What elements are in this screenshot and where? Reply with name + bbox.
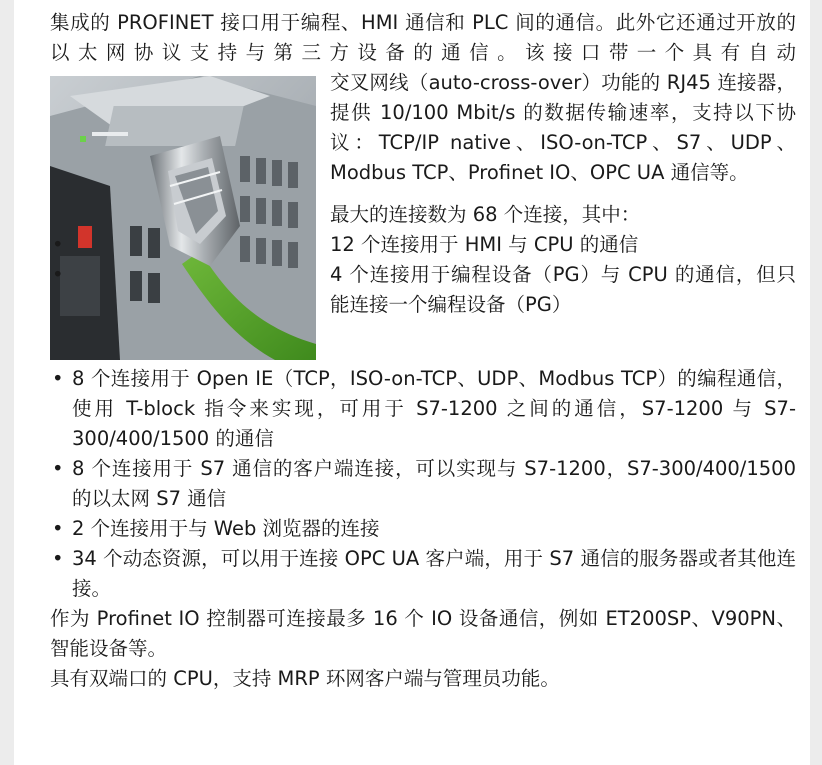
- list-item-pg: • 4 个连接用于编程设备（PG）与 CPU 的通信，但只能连接一个编程设备（PG）: [50, 260, 796, 320]
- list-item-web-browser: • 2 个连接用于与 Web 浏览器的连接: [50, 514, 796, 544]
- text-column: [14, 0, 810, 765]
- bullet-icon: •: [52, 457, 64, 480]
- intro-paragraph: 集成的 PROFINET 接口用于编程、HMI 通信和 PLC 间的通信。此外它还通过开放的以太网协议支持与第三方设备的通信。该接口带一个具有自动: [50, 11, 796, 64]
- list-item-s7-client: • 8 个连接用于 S7 通信的客户端连接，可以实现与 S7-1200，S7-300/400/1500 的以太网 S7 通信: [50, 454, 796, 514]
- bullet-icon: •: [52, 233, 64, 256]
- bullets-full-width: [50, 364, 796, 604]
- document-body: [50, 8, 796, 694]
- list-item-open-ie: • 8 个连接用于 Open IE（TCP，ISO-on-TCP、UDP、Modbus TCP）的编程通信，使用 T-block 指令来实现，可用于 S7-1200 之间的通信，S7-1200 与 S7-300/400/1500 的通信: [50, 364, 796, 454]
- io-controller-paragraph: 作为 Profinet IO 控制器可连接最多 16 个 IO 设备通信，例如 ET200SP、V90PN、智能设备等。: [50, 607, 796, 660]
- connections-title: 最大的连接数为 68 个连接，其中：: [330, 203, 641, 226]
- bullet-icon: •: [52, 517, 64, 540]
- bullet-icon: •: [52, 263, 64, 286]
- list-item-dynamic-resources: • 34 个动态资源，可以用于连接 OPC UA 客户端，用于 S7 通信的服务器或者其他连接。: [50, 544, 796, 604]
- bullet-icon: •: [52, 367, 64, 390]
- dual-port-paragraph: 具有双端口的 CPU，支持 MRP 环网客户端与管理员功能。: [50, 667, 560, 690]
- list-item-hmi: • 12 个连接用于 HMI 与 CPU 的通信: [50, 230, 796, 260]
- connector-protocols-paragraph: 交叉网线（auto-cross-over）功能的 RJ45 连接器，提供 10/100 Mbit/s 的数据传输速率，支持以下协议：TCP/IP native、ISO-on-TCP、S7、UDP、Modbus TCP、Profinet IO、OPC UA 通信等。: [330, 71, 796, 184]
- bullet-icon: •: [52, 547, 64, 570]
- bullets-beside-photo: [50, 230, 796, 320]
